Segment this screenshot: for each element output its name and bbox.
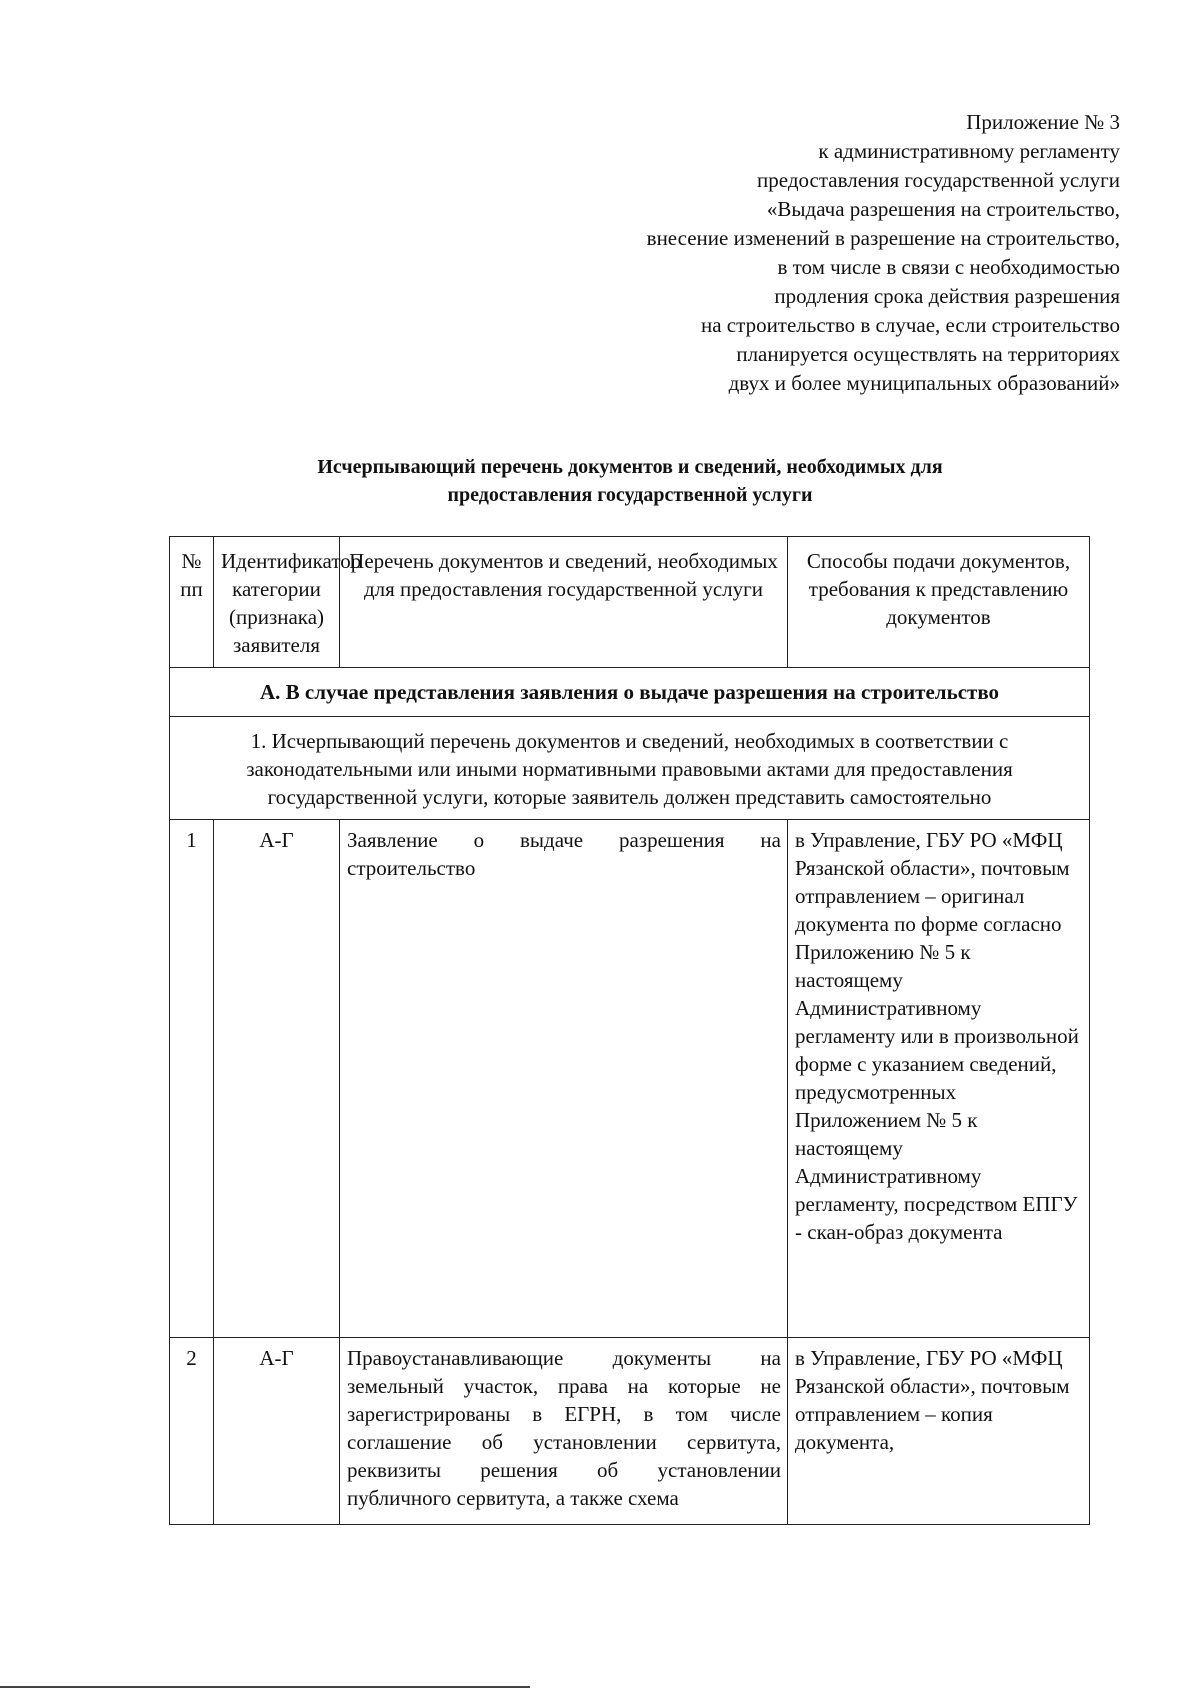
header-number: № пп <box>170 537 214 668</box>
row-method: в Управление, ГБУ РО «МФЦ Рязанской области», почтовым отправлением – копия документа, <box>788 1338 1090 1525</box>
row-document: Заявление о выдаче разрешения на строительство <box>340 820 788 1338</box>
row-document: Правоустанавливающие документы на земельный участок, права на которые не зарегистрированы в ЕГРН, в том числе соглашение об установлении сервитута, реквизиты решения об установлении публичного сервитута, а также схема <box>340 1338 788 1525</box>
documents-table <box>169 536 1090 1525</box>
appendix-line: «Выдача разрешения на строительство, <box>766 197 1120 221</box>
row-number: 2 <box>170 1338 214 1525</box>
row-number: 1 <box>170 820 214 1338</box>
appendix-line: на строительство в случае, если строительство <box>701 313 1120 337</box>
subsection-1-row <box>170 717 1090 820</box>
document-title-line1: Исчерпывающий перечень документов и сведений, необходимых для <box>317 456 943 478</box>
table-row <box>170 1338 1090 1525</box>
document-title <box>160 453 1100 509</box>
appendix-line: планируется осуществлять на территориях <box>736 342 1120 366</box>
section-a-heading: А. В случае представления заявления о выдаче разрешения на строительство <box>170 668 1090 717</box>
subsection-1-text: 1. Исчерпывающий перечень документов и сведений, необходимых в соответствии с законодательными или иными нормативными правовыми актами для предоставления государственной услуги, которые заявитель должен представить самостоятельно <box>170 717 1090 820</box>
header-identifier: Идентификатор категории (признака) заявителя <box>214 537 340 668</box>
header-methods: Способы подачи документов, требования к представлению документов <box>788 537 1090 668</box>
appendix-header <box>420 108 1120 398</box>
appendix-line: предоставления государственной услуги <box>757 168 1120 192</box>
header-documents: Перечень документов и сведений, необходимых для предоставления государственной услуги <box>340 537 788 668</box>
appendix-line: внесение изменений в разрешение на строительство, <box>646 226 1120 250</box>
table-row <box>170 820 1090 1338</box>
document-title-line2: предоставления государственной услуги <box>447 484 813 506</box>
table-header-row <box>170 537 1090 668</box>
appendix-line: к административному регламенту <box>818 139 1120 163</box>
row-identifier: А-Г <box>214 1338 340 1525</box>
appendix-line: Приложение № 3 <box>966 110 1120 134</box>
row-method: в Управление, ГБУ РО «МФЦ Рязанской области», почтовым отправлением – оригинал документа по форме согласно Приложению № 5 к настоящему Административному регламенту или в произвольной форме с указанием сведений, предусмотренных Приложением № 5 к настоящему Административному регламенту, посредством ЕПГУ - скан-образ документа <box>788 820 1090 1338</box>
section-a-row <box>170 668 1090 717</box>
appendix-line: продления срока действия разрешения <box>774 284 1120 308</box>
row-identifier: А-Г <box>214 820 340 1338</box>
appendix-line: двух и более муниципальных образований» <box>728 371 1120 395</box>
appendix-line: в том числе в связи с необходимостью <box>777 255 1120 279</box>
page-bottom-rule <box>0 1686 530 1688</box>
